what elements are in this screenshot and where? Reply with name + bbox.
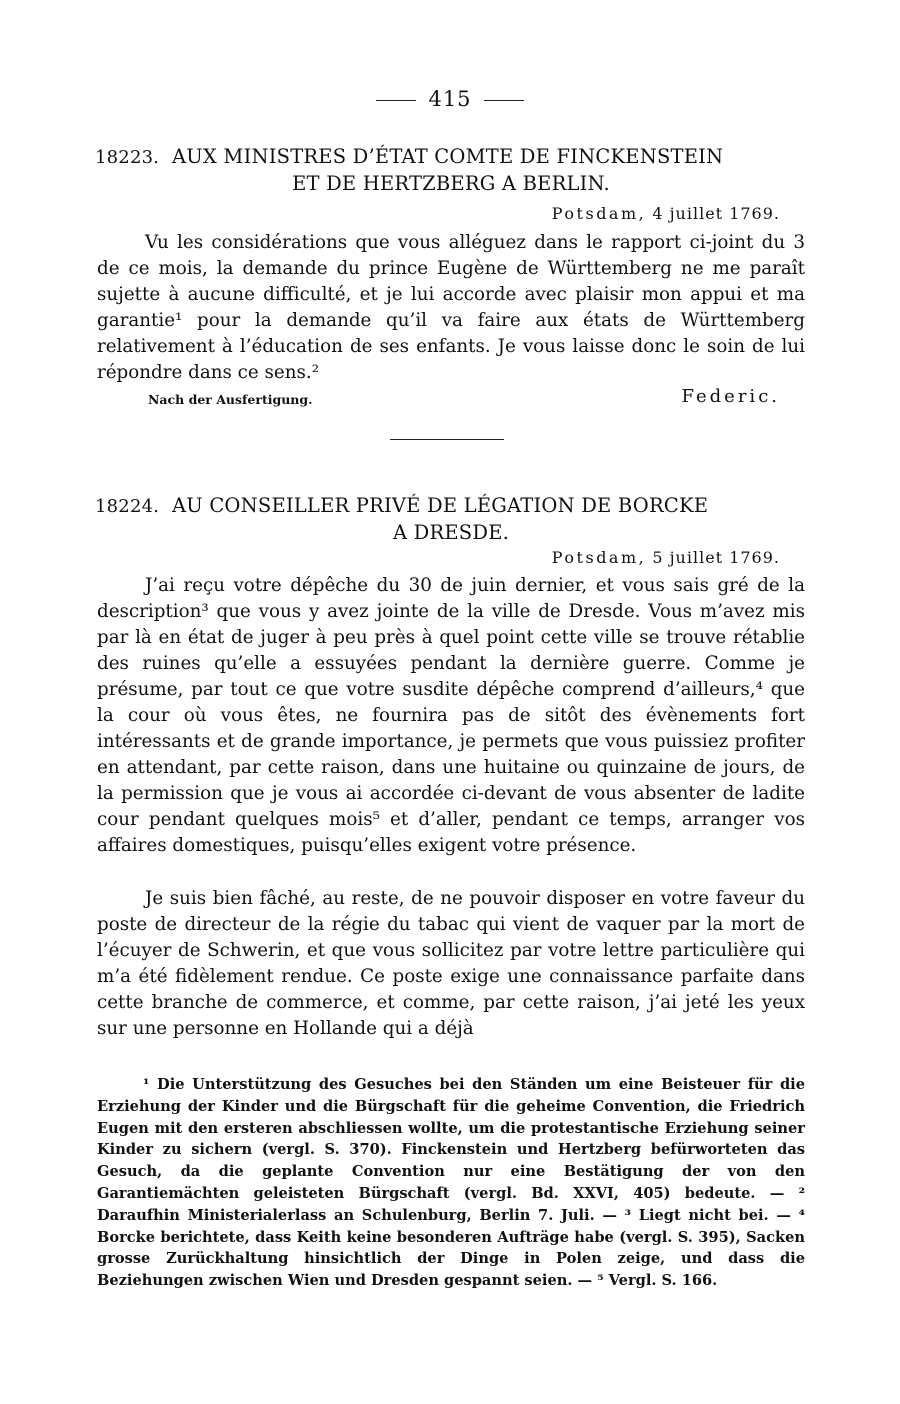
letter-heading (95, 493, 807, 546)
letter-place: Potsdam, (551, 548, 647, 567)
letter-body-continued: Je suis bien fâché, au reste, de ne pouvoir disposer en votre faveur du poste de directeur de la régie du tabac qui vient de vaquer par la mort de l’écuyer de Schwerin, et que vous sollicitez par votre lettre particulière qui m’a été fidèlement rendue. Ce poste exige une connaissance parfaite dans cette branche de commerce, et comme, par cette raison, j’ai jeté les yeux sur une personne en Hollande qui a déjà (97, 888, 805, 1039)
letter-dateline (552, 548, 780, 567)
letter-number: 18224. (95, 496, 160, 517)
header-dash-left (376, 100, 416, 101)
letter-source: Nach der Ausfertigung. (148, 392, 313, 407)
letter-heading (95, 144, 807, 197)
section-divider (390, 439, 504, 440)
letter-date: 4 juillet 1769. (652, 204, 780, 223)
page-header (0, 87, 900, 111)
letter-date: 5 juillet 1769. (652, 548, 780, 567)
letter-body: Vu les considérations que vous alléguez dans le rapport ci-joint du 3 de ce mois, la demande du prince Eugène de Württemberg ne me paraît sujette à aucune difficulté, et je lui accorde avec plaisir mon appui et ma garantie¹ pour la demande qu’il va faire aux états de Württemberg relativement à l’éducation de ses enfants. Je vous laisse donc le soin de lui répondre dans ce sens.² (97, 232, 805, 383)
letter-signature: Federic. (681, 386, 780, 407)
page-number: 415 (428, 87, 472, 111)
header-dash-right (484, 100, 524, 101)
letter-number: 18223. (95, 147, 160, 168)
letter-title: AU CONSEILLER PRIVÉ DE LÉGATION DE BORCKE (172, 494, 709, 517)
letter-title-line2: A DRESDE. (392, 521, 510, 544)
letter-place: Potsdam, (551, 204, 647, 223)
letter-body: J’ai reçu votre dépêche du 30 de juin dernier, et vous sais gré de la description³ que vous y avez jointe de la ville de Dresde. Vous m’avez mis par là en état de juger à peu près à quel point cette ville se trouve rétablie des ruines qu’elle a essuyées pendant la dernière guerre. Comme je présume, par tout ce que votre susdite dépêche comprend d’ailleurs,⁴ que la cour où vous êtes, ne fournira pas de sitôt des évènements fort intéressants et de grande importance, je permets que vous puissiez profiter en attendant, par cette raison, dans une huitaine ou quinzaine de jours, de la permission que je vous ai accordée ci-devant de vous absenter de ladite cour pendant quelques mois⁵ et d’aller, pendant ce temps, arranger vos affaires domestiques, puisqu’elles exigent votre présence. (97, 575, 805, 856)
letter-dateline (552, 204, 780, 223)
letter-title-line2: ET DE HERTZBERG A BERLIN. (292, 172, 610, 195)
footnotes: ¹ Die Unterstützung des Gesuches bei den Ständen um eine Beisteuer für die Erziehung der Kinder und die Bürgschaft für die geheime Convention, die Friedrich Eugen mit den ersteren abschliessen wollte, um die protestantische Erziehung seiner Kinder zu sichern (vergl. S. 370). Finckenstein und Hertzberg befürworteten das Gesuch, da die geplante Convention nur eine Bestätigung der von den Garantiemächten geleisteten Bürgschaft (vergl. Bd. XXVI, 405) bedeute. — ² Daraufhin Ministerialerlass an Schulenburg, Berlin 7. Juli. — ³ Liegt nicht bei. — ⁴ Borcke berichtete, dass Keith keine besonderen Aufträge habe (vergl. S. 395), Sacken grosse Zurückhaltung hinsichtlich der Dinge in Polen zeige, und dass die Beziehungen zwischen Wien und Dresden gespannt seien. — ⁵ Vergl. S. 166. (97, 1076, 805, 1290)
letter-title: AUX MINISTRES D’ÉTAT COMTE DE FINCKENSTEIN (172, 145, 724, 168)
